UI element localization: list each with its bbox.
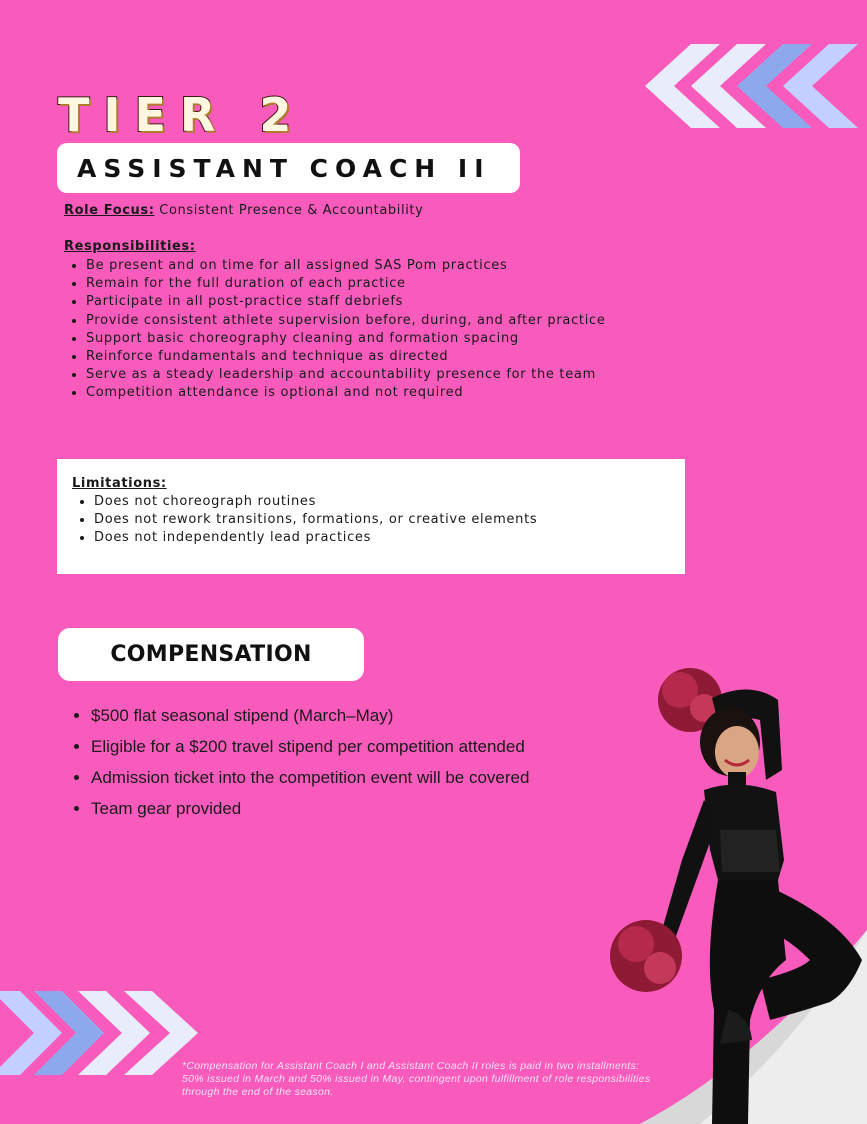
role-focus-value: Consistent Presence & Accountability — [154, 203, 424, 218]
role-title: ASSISTANT COACH II — [77, 153, 491, 183]
role-focus — [64, 203, 423, 218]
compensation-footnote: *Compensation for Assistant Coach I and Assistant Coach II roles is paid in two installments: 50% issued in March and 50% issued in May, contingent upon fulfillment of role responsibilities through the end of the season. — [182, 1060, 651, 1098]
list-item: • Support basic choreography cleaning and formation spacing — [86, 330, 606, 348]
list-item: • Admission ticket into the competition event will be covered — [91, 762, 529, 793]
list-item: • Eligible for a $200 travel stipend per competition attended — [91, 731, 529, 762]
responsibilities-list — [64, 257, 606, 403]
limitations-list — [72, 493, 537, 547]
tier-heading: TIER 2 — [58, 88, 306, 142]
role-focus-label: Role Focus: — [64, 203, 155, 218]
list-item: • Participate in all post-practice staff debriefs — [86, 293, 606, 311]
list-item: • Does not rework transitions, formations, or creative elements — [94, 511, 537, 529]
chevron-arrows-top — [645, 40, 867, 132]
list-item: • Does not independently lead practices — [94, 529, 537, 547]
list-item: • Does not choreograph routines — [94, 493, 537, 511]
responsibilities-heading: Responsibilities: — [64, 239, 196, 254]
list-item: • Competition attendance is optional and not required — [86, 384, 606, 402]
list-item: • Team gear provided — [91, 793, 529, 824]
compensation-heading-box — [58, 628, 364, 681]
list-item: • Reinforce fundamentals and technique as directed — [86, 348, 606, 366]
compensation-heading: COMPENSATION — [110, 642, 312, 667]
chevron-arrows-bottom — [0, 987, 205, 1079]
dancer-photo — [600, 660, 867, 1124]
list-item: • Provide consistent athlete supervision before, during, and after practice — [86, 312, 606, 330]
limitations-heading: Limitations: — [72, 476, 167, 491]
list-item: • Be present and on time for all assigned SAS Pom practices — [86, 257, 606, 275]
list-item: • Remain for the full duration of each practice — [86, 275, 606, 293]
compensation-list — [70, 700, 529, 824]
role-title-box — [57, 143, 520, 193]
list-item: • $500 flat seasonal stipend (March–May) — [91, 700, 529, 731]
list-item: • Serve as a steady leadership and accountability presence for the team — [86, 366, 606, 384]
limitations-box — [57, 459, 685, 574]
